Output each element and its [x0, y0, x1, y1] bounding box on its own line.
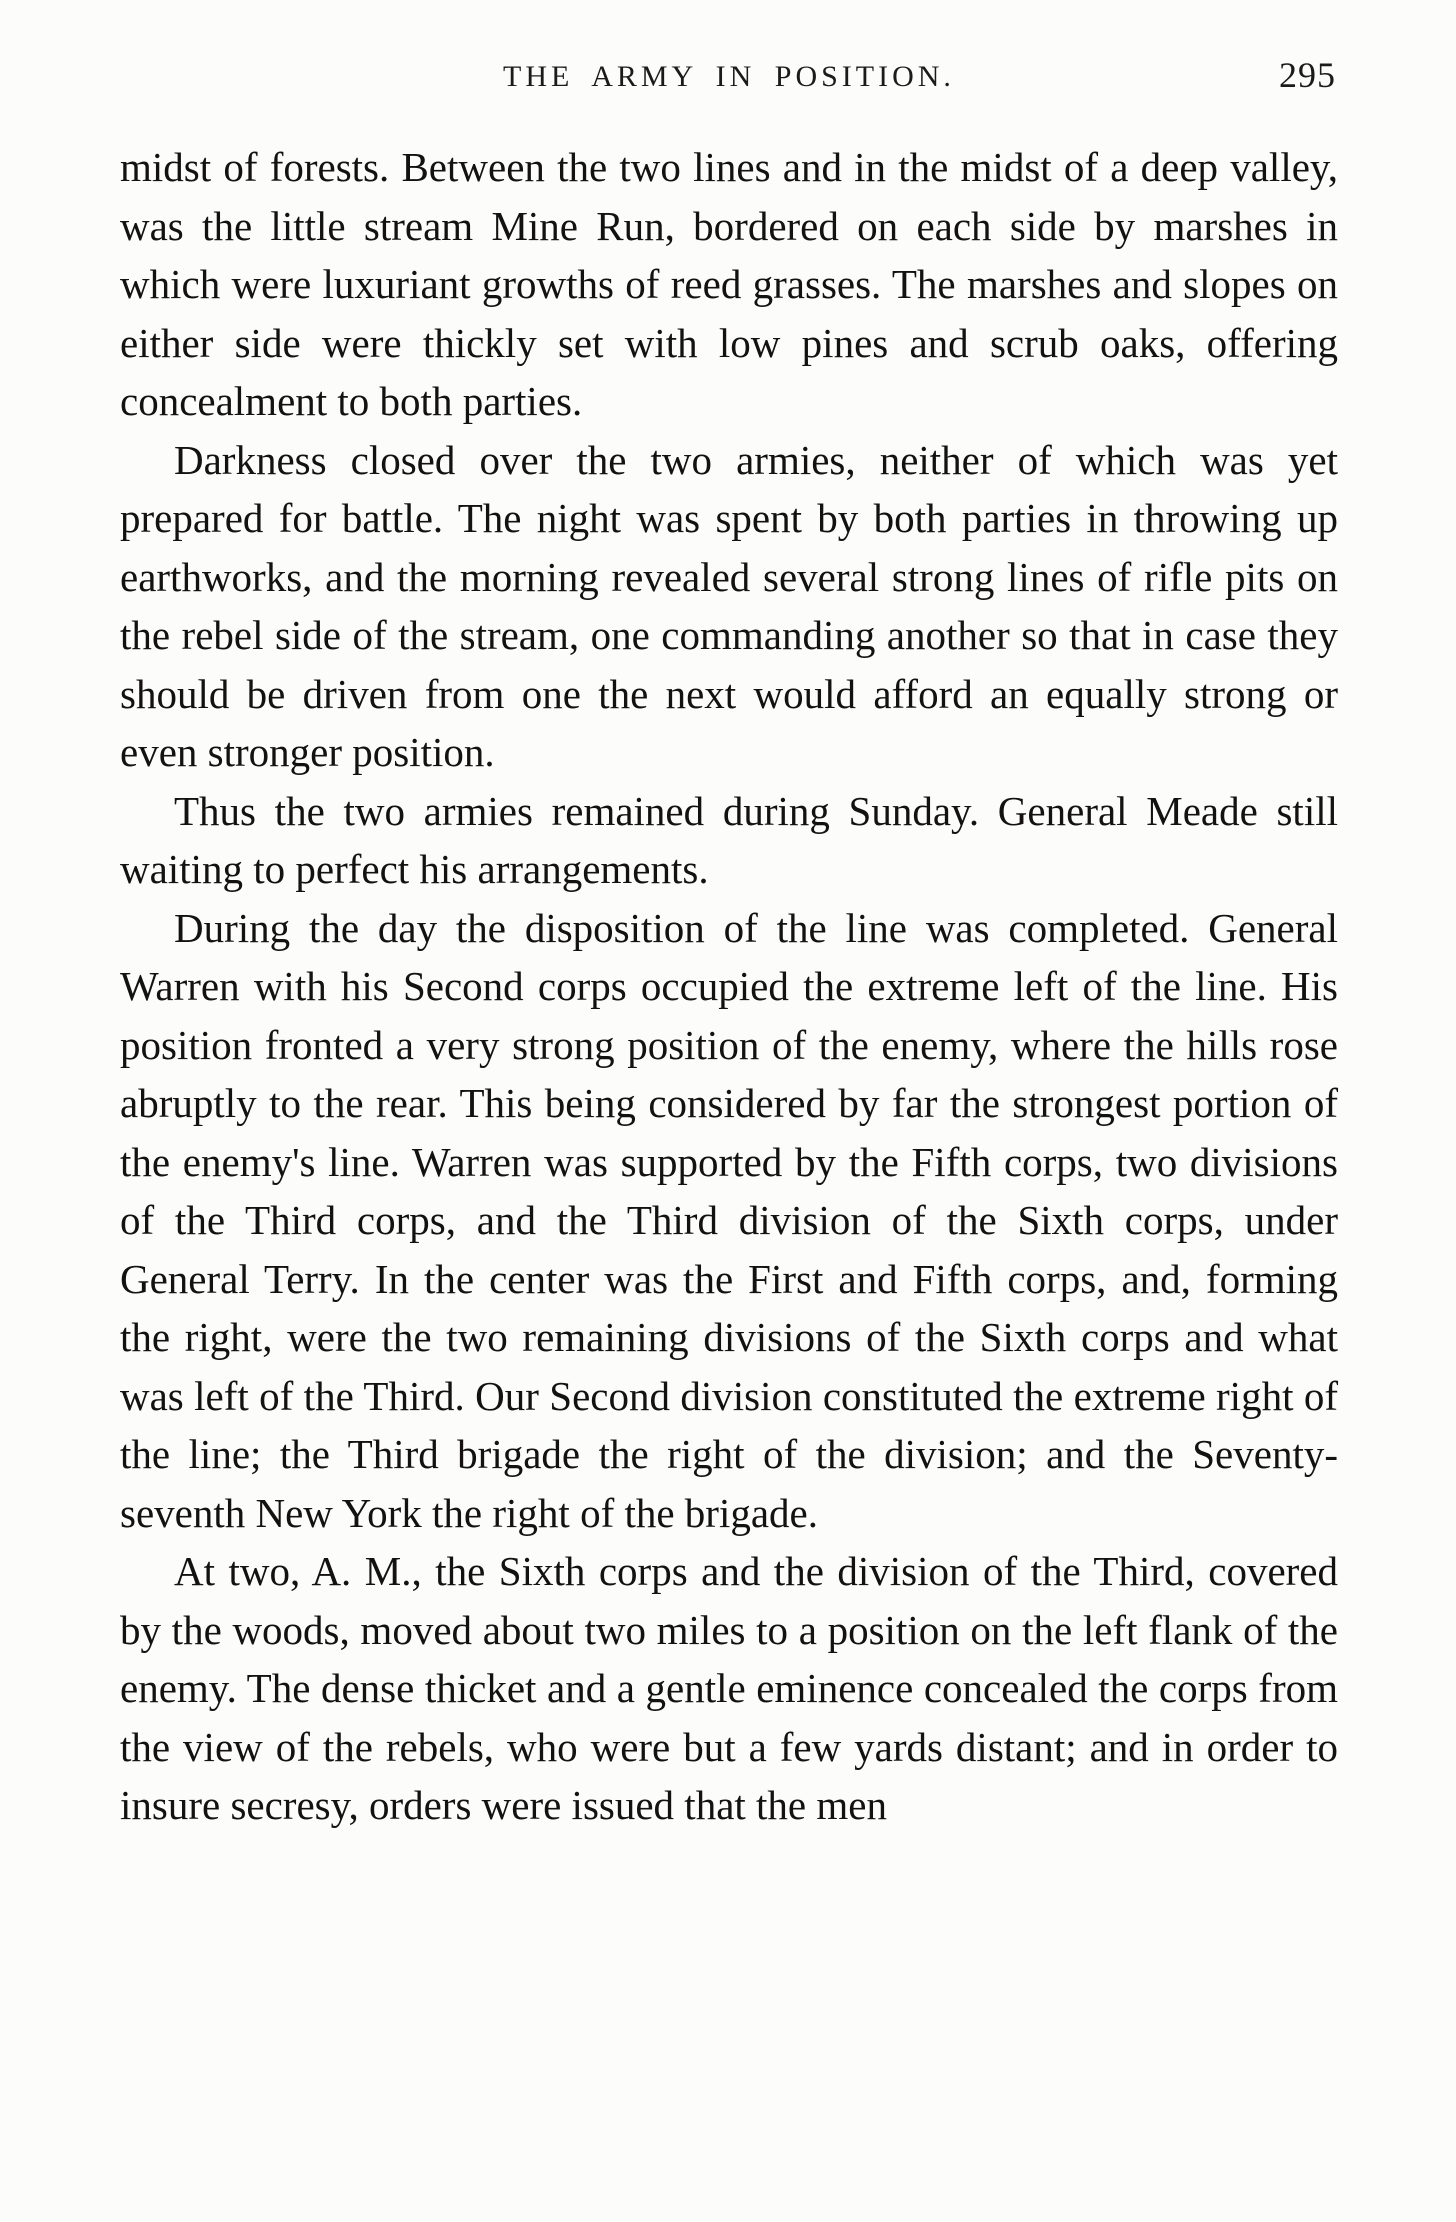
running-title: THE ARMY IN POSITION.	[503, 60, 955, 93]
paragraph: At two, A. M., the Sixth corps and the division of the Third, covered by the woods, moved about two miles to a position on the left flank of the enemy. The dense thicket and a gentle eminence concealed the corps from the view of the rebels, who were but a few yards distant; and in order to insure secresy, orders were issued that the men	[120, 1548, 1338, 1828]
body-text	[120, 138, 1338, 1835]
page-header	[120, 52, 1338, 110]
page-number: 295	[1279, 55, 1336, 95]
paragraph: Thus the two armies remained during Sunday. General Meade still waiting to perfect his arrangements.	[120, 787, 1338, 892]
paragraph: Darkness closed over the two armies, neither of which was yet prepared for battle. The night was spent by both parties in throwing up earthworks, and the morning revealed several strong lines of rifle pits on the rebel side of the stream, one commanding another so that in case they should be driven from one the next would afford an equally strong or even stronger position.	[120, 436, 1338, 775]
paragraph-continuation: midst of forests. Between the two lines and in the midst of a deep valley, was the little stream Mine Run, bordered on each side by marshes in which were luxuriant growths of reed grasses. The marshes and slopes on either side were thickly set with low pines and scrub oaks, offering concealment to both parties.	[120, 144, 1338, 424]
paragraph: During the day the disposition of the line was completed. General Warren with his Second corps occupied the extreme left of the line. His position fronted a very strong position of the enemy, where the hills rose abruptly to the rear. This being considered by far the strongest portion of the enemy's line. Warren was supported by the Fifth corps, two divisions of the Third corps, and the Third division of the Sixth corps, under General Terry. In the center was the First and Fifth corps, and, forming the right, were the two remaining divisions of the Sixth corps and what was left of the Third. Our Second division constituted the extreme right of the line; the Third brigade the right of the division; and the Seventy-seventh New York the right of the brigade.	[120, 904, 1338, 1536]
